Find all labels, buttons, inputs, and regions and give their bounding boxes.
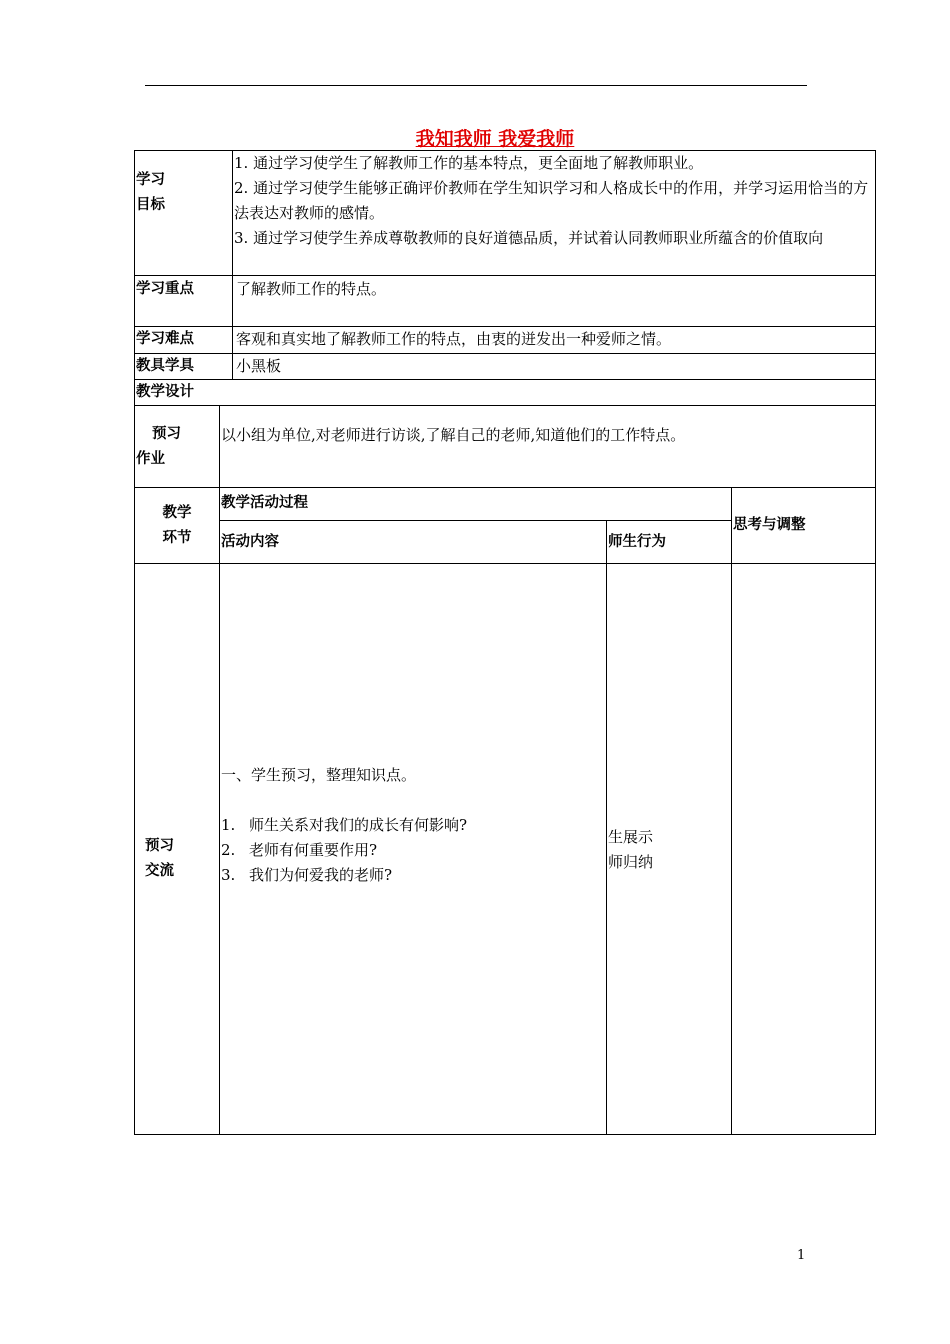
objectives-label bbox=[136, 168, 230, 218]
preview-homework-label-line1: 预习 bbox=[152, 426, 181, 442]
table-border bbox=[219, 405, 220, 1135]
question-number: 2. bbox=[221, 841, 236, 859]
preview-exchange-label-line2: 交流 bbox=[145, 863, 174, 879]
table-border-bottom bbox=[134, 1134, 876, 1135]
table-border bbox=[219, 520, 731, 521]
table-border bbox=[134, 563, 876, 564]
question-text: 老师有何重要作用? bbox=[249, 841, 378, 859]
preview-exchange-content bbox=[221, 763, 603, 888]
key-point-label: 学习重点 bbox=[136, 281, 194, 297]
table-border bbox=[606, 520, 607, 1135]
table-border bbox=[134, 275, 876, 276]
table-border bbox=[731, 487, 732, 1135]
table-border bbox=[134, 405, 876, 406]
question-number: 1. bbox=[221, 816, 236, 834]
objectives-label-line2: 目标 bbox=[136, 197, 165, 213]
question-list bbox=[221, 813, 603, 888]
behavior-line2: 师归纳 bbox=[608, 853, 654, 871]
content-header: 活动内容 bbox=[221, 534, 279, 550]
difficulty-label: 学习难点 bbox=[136, 331, 194, 347]
preview-exchange-label-line1: 预习 bbox=[145, 838, 174, 854]
preview-homework-label bbox=[136, 422, 218, 472]
objectives-label-line1: 学习 bbox=[136, 172, 165, 188]
behavior-header: 师生行为 bbox=[608, 534, 666, 550]
objectives-content bbox=[234, 151, 875, 251]
preview-homework-value: 以小组为单位,对老师进行访谈,了解自己的老师,知道他们的工作特点。 bbox=[221, 426, 686, 444]
objective-item: 3. 通过学习使学生养成尊敬教师的良好道德品质，并试着认同教师职业所蕴含的价值取向 bbox=[234, 229, 824, 247]
tools-label: 教具学具 bbox=[136, 358, 194, 374]
question-text: 我们为何爱我的老师? bbox=[249, 866, 393, 884]
page-title: 我知我师 我爱我师 bbox=[415, 128, 575, 150]
page-number: 1 bbox=[797, 1248, 806, 1263]
key-point-value: 了解教师工作的特点。 bbox=[236, 280, 387, 298]
preview-exchange-label bbox=[136, 834, 218, 884]
list-item bbox=[221, 838, 603, 863]
list-item bbox=[221, 863, 603, 888]
table-border bbox=[134, 487, 876, 488]
question-number: 3. bbox=[221, 866, 236, 884]
question-text: 师生关系对我们的成长有何影响? bbox=[249, 816, 468, 834]
stage-header-line1: 教学 bbox=[162, 505, 192, 521]
stage-header bbox=[136, 501, 218, 551]
reflection-header: 思考与调整 bbox=[733, 517, 806, 533]
preview-exchange-behavior bbox=[608, 825, 728, 875]
table-border bbox=[232, 150, 233, 379]
stage-header-line2: 环节 bbox=[162, 530, 192, 546]
tools-value: 小黑板 bbox=[236, 357, 282, 375]
preview-homework-label-line2: 作业 bbox=[136, 451, 165, 467]
header-rule bbox=[145, 85, 807, 86]
objective-item: 1. 通过学习使学生了解教师工作的基本特点，更全面地了解教师职业。 bbox=[234, 154, 704, 172]
difficulty-value: 客观和真实地了解教师工作的特点，由衷的迸发出一种爱师之情。 bbox=[236, 330, 672, 348]
behavior-line1: 生展示 bbox=[608, 828, 654, 846]
objective-item: 2. 通过学习使学生能够正确评价教师在学生知识学习和人格成长中的作用，并学习运用恰当的方法表达对教师的感情。 bbox=[234, 179, 869, 222]
table-border-right bbox=[875, 150, 876, 1135]
table-border-left bbox=[134, 150, 135, 1135]
list-item bbox=[221, 813, 603, 838]
process-header: 教学活动过程 bbox=[221, 495, 308, 511]
design-label: 教学设计 bbox=[136, 384, 194, 400]
preview-intro: 一、学生预习，整理知识点。 bbox=[221, 766, 417, 784]
